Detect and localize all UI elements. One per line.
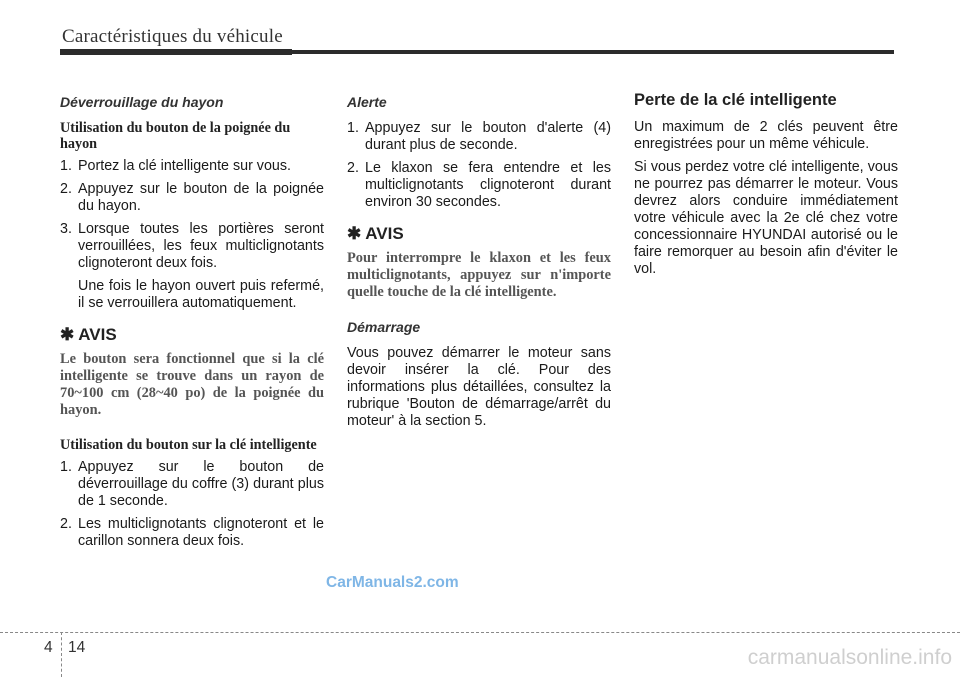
section-heading-handle-button: Utilisation du bouton de la poignée du hayon [60,120,291,152]
asterisk-cross-icon: ✱ [60,325,75,344]
paragraph-key-lost: Si vous perdez votre clé intelligente, vous ne pourrez pas démarrer le moteur. Vous devrez alors conduire immédiatement votre véhicule avec la 2e clé chez votre concessionnaire HYUNDAI autorisé ou le faire remorquer au besoin afin d'éviter le vol. [634,159,898,277]
site-watermark: carmanualsonline.info [747,646,952,669]
column-3 [634,88,898,284]
header-title: Caractéristiques du véhicule [62,26,283,47]
heading-key-loss: Perte de la clé intelligente [634,91,837,109]
avis-text: Le bouton sera fonctionnel que si la clé intelligente se trouve dans un rayon de 70~100 cm (28~40 po) de la poignée du hayon. [60,351,324,418]
asterisk-cross-icon: ✱ [347,224,362,243]
avis-heading: ✱ AVIS [60,325,117,344]
note-auto-lock: Une fois le hayon ouvert puis refermé, il se verrouillera automatiquement. [78,278,324,311]
list-item: 2. Appuyez sur le bouton de la poignée du hayon. [60,181,324,214]
avis-text: Pour interrompre le klaxon et les feux multiclignotants, appuyez sur n'importe quelle touche de la clé intelligente. [347,250,611,300]
subtitle-tailgate-unlock: Déverrouillage du hayon [60,94,224,110]
list-item: 1. Appuyez sur le bouton d'alerte (4) durant plus de seconde. [347,120,611,153]
paragraph-start: Vous pouvez démarrer le moteur sans devoir insérer la clé. Pour des informations plus détaillées, consultez la rubrique 'Bouton de démarrage/arrêt du moteur' à la section 5. [347,345,611,429]
list-item: 3. Lorsque toutes les portières seront verrouillées, les feux multiclignotants clignoteront deux fois. [60,221,324,271]
footer-divider [0,632,960,633]
list-item: 1. Portez la clé intelligente sur vous. [60,158,291,174]
column-1 [60,88,324,556]
list-item: 1. Appuyez sur le bouton de déverrouillage du coffre (3) durant plus de 1 seconde. [60,459,324,509]
list-item: 2. Le klaxon se fera entendre et les multiclignotants clignoteront durant environ 30 secondes. [347,160,611,210]
steps-handle-button [60,158,324,272]
avis-heading: ✱ AVIS [347,224,404,243]
footer-vertical-divider [61,632,62,677]
header-rule-tab [60,49,292,55]
section-heading-key-button: Utilisation du bouton sur la clé intelligente [60,437,317,453]
page-number: 14 [68,639,86,656]
paragraph-key-max: Un maximum de 2 clés peuvent être enregistrées pour un même véhicule. [634,119,898,152]
list-item: 2. Les multiclignotants clignoteront et le carillon sonnera deux fois. [60,516,324,549]
watermark: CarManuals2.com [326,574,459,591]
column-2 [347,88,611,436]
subtitle-alert: Alerte [347,94,387,110]
subtitle-start: Démarrage [347,319,421,335]
steps-key-button [60,459,324,550]
chapter-number: 4 [44,639,53,656]
steps-alert [347,120,611,211]
